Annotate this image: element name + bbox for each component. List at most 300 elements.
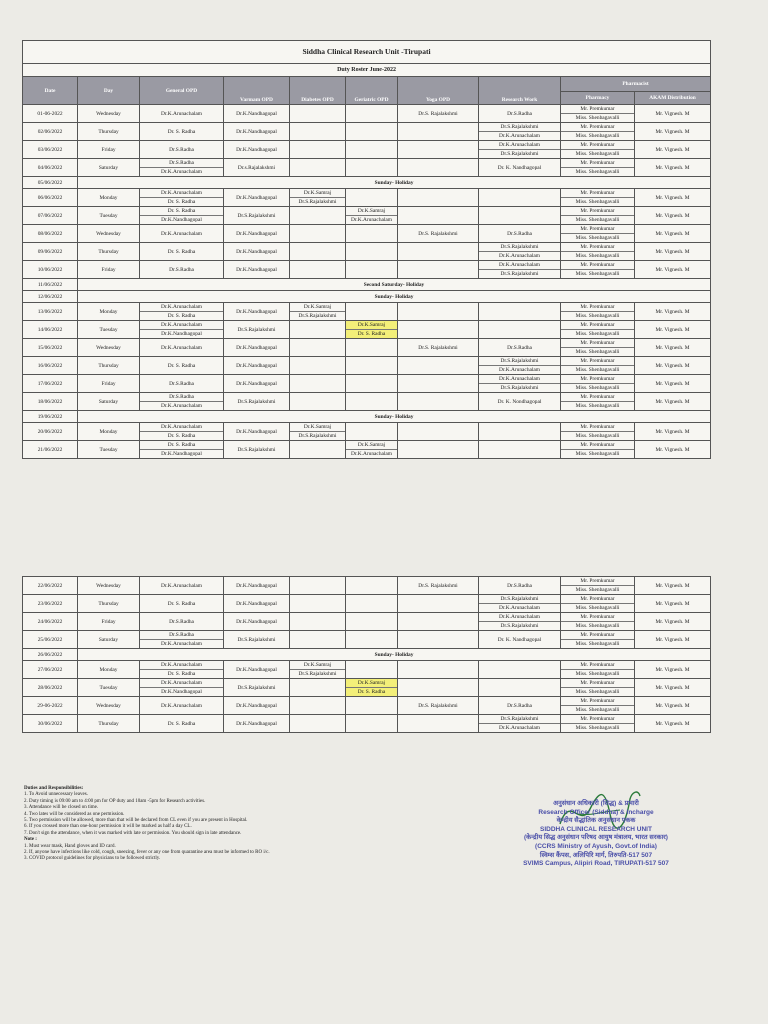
cell-akam: Mr. Vignesh. M: [635, 105, 711, 123]
cell-varmam-opd: Dr.S.Rajalakshmi: [224, 631, 290, 649]
cell-akam: Mr. Vignesh. M: [635, 159, 711, 177]
cell-date: 14/06/2022: [23, 321, 78, 339]
cell-yoga-opd: [398, 679, 479, 697]
cell-diabetes-opd: [290, 303, 346, 321]
cell-varmam-opd: Dr.S.Rajalakshmi: [224, 321, 290, 339]
cell-diabetes-opd: [290, 679, 346, 697]
cell-day: Saturday: [78, 393, 140, 411]
cell-date: 11/06/2022: [23, 279, 78, 291]
cell-date: 08/06/2022: [23, 225, 78, 243]
cell-pharmacy: [561, 321, 635, 339]
cell-day: Thursday: [78, 123, 140, 141]
cell-research-work: [479, 661, 561, 679]
cell-geriatric-opd: [346, 207, 398, 225]
table-row: [23, 577, 711, 595]
cell-pharmacy-entry: Mr. Premkumar: [580, 394, 615, 400]
cell-yoga-opd: [398, 141, 479, 159]
holiday-row: [23, 279, 711, 291]
cell-research-work-entry: Dr. K. Nandhagopal: [497, 164, 542, 171]
cell-diabetes-opd: [290, 441, 346, 459]
cell-pharmacy: [561, 141, 635, 159]
cell-diabetes-opd-entry: Dr.K.Samraj: [303, 662, 332, 668]
cell-pharmacy-entry: Miss. Shenbagavalli: [561, 431, 634, 440]
cell-akam: Mr. Vignesh. M: [635, 661, 711, 679]
cell-date: 12/06/2022: [23, 291, 78, 303]
cell-research-work-entry: Dr. K. Nandhagopal: [497, 636, 542, 643]
cell-geriatric-opd-entry: Dr. S. Radha: [346, 687, 397, 696]
cell-diabetes-opd: [290, 261, 346, 279]
cell-yoga-opd: Dr.S. Rajalakshmi: [398, 225, 479, 243]
cell-pharmacy: [561, 243, 635, 261]
holiday-label: Sunday- Holiday: [78, 177, 711, 189]
cell-geriatric-opd-entry: Dr.K.Samraj: [357, 208, 386, 214]
cell-research-work: [479, 357, 561, 375]
col-pharmacy: Pharmacy: [561, 92, 635, 105]
cell-geriatric-opd: [346, 595, 398, 613]
note-list: [24, 844, 444, 863]
cell-pharmacy-entry: Mr. Premkumar: [580, 340, 615, 346]
cell-akam: Mr. Vignesh. M: [635, 393, 711, 411]
cell-general-opd-entry: Dr. S. Radha: [167, 208, 196, 214]
cell-akam: Mr. Vignesh. M: [635, 321, 711, 339]
cell-general-opd: [140, 339, 224, 357]
cell-varmam-opd: Dr.K.Nandhagopal: [224, 339, 290, 357]
cell-pharmacy: [561, 105, 635, 123]
cell-akam: Mr. Vignesh. M: [635, 631, 711, 649]
cell-day: Friday: [78, 375, 140, 393]
cell-research-work-entry: Dr.K.Arunachalam: [479, 603, 560, 612]
table-row: [23, 159, 711, 177]
cell-geriatric-opd: [346, 321, 398, 339]
cell-day: Saturday: [78, 159, 140, 177]
cell-diabetes-opd-entry: Dr.K.Samraj: [303, 190, 332, 196]
cell-date: 10/06/2022: [23, 261, 78, 279]
cell-general-opd-entry: Dr.K.Nandhagopal: [140, 449, 223, 458]
cell-general-opd: [140, 357, 224, 375]
table-row: [23, 261, 711, 279]
cell-diabetes-opd-entry: Dr.K.Samraj: [303, 424, 332, 430]
cell-research-work: [479, 715, 561, 733]
note-item: 3. COVID protocol guidelines for physicians to be followed strictly.: [24, 856, 161, 862]
table-row: [23, 631, 711, 649]
table-row: [23, 715, 711, 733]
table-row: [23, 123, 711, 141]
roster-title: Siddha Clinical Research Unit -Tirupati: [23, 41, 711, 64]
cell-general-opd-entry: Dr.K.Nandhagopal: [140, 215, 223, 224]
cell-yoga-opd: [398, 243, 479, 261]
cell-general-opd-entry: Dr.S.Radha: [169, 160, 194, 166]
cell-akam: Mr. Vignesh. M: [635, 225, 711, 243]
cell-day: Saturday: [78, 631, 140, 649]
col-pharmacist-group: Pharmacist: [561, 77, 711, 92]
cell-pharmacy: [561, 715, 635, 733]
cell-diabetes-opd-entry: Dr.K.Samraj: [303, 304, 332, 310]
cell-diabetes-opd: [290, 189, 346, 207]
cell-akam: Mr. Vignesh. M: [635, 303, 711, 321]
notes-item: 7. Don't sign the attendance, when it was marked with late or permission. You should sign in late attendance.: [24, 830, 242, 836]
cell-day: Monday: [78, 189, 140, 207]
table-row: [23, 613, 711, 631]
cell-diabetes-opd: [290, 577, 346, 595]
col-diabetes-opd: Diabetes OPD: [290, 77, 346, 105]
cell-research-work-entry: Dr.S.Rajalakshmi: [479, 269, 560, 278]
cell-general-opd-entry: Dr.K.Arunachalam: [160, 110, 202, 117]
cell-date: 09/06/2022: [23, 243, 78, 261]
cell-pharmacy: [561, 261, 635, 279]
cell-pharmacy-entry: Miss. Shenbagavalli: [561, 365, 634, 374]
cell-pharmacy-entry: Miss. Shenbagavalli: [561, 311, 634, 320]
cell-pharmacy-entry: Miss. Shenbagavalli: [561, 603, 634, 612]
cell-general-opd-entry: Dr. S. Radha: [167, 720, 196, 727]
cell-general-opd-entry: Dr.K.Arunachalam: [160, 662, 202, 668]
cell-general-opd: [140, 303, 224, 321]
cell-research-work-entry: Dr.S.Radha: [507, 702, 532, 709]
cell-general-opd-entry: Dr. S. Radha: [167, 600, 196, 607]
cell-date: 17/06/2022: [23, 375, 78, 393]
cell-varmam-opd: Dr.K.Nandhagopal: [224, 261, 290, 279]
cell-pharmacy: [561, 159, 635, 177]
stamp-line-7: स्विम्स कैंपस, अलिपिरि मार्ग, तिरुपति-517 507: [539, 851, 653, 859]
cell-research-work-entry: Dr.S.Rajalakshmi: [500, 716, 539, 722]
cell-day: Wednesday: [78, 339, 140, 357]
cell-general-opd: [140, 679, 224, 697]
cell-day: Friday: [78, 141, 140, 159]
cell-geriatric-opd: [346, 613, 398, 631]
cell-geriatric-opd: [346, 393, 398, 411]
cell-general-opd: [140, 189, 224, 207]
cell-date: 20/06/2022: [23, 423, 78, 441]
roster-body-2: [23, 577, 711, 733]
cell-research-work-entry: Dr.S.Radha: [507, 230, 532, 237]
notes-item: 3. Attendance will be closed on time.: [24, 805, 99, 811]
cell-akam: Mr. Vignesh. M: [635, 375, 711, 393]
cell-research-work: [479, 577, 561, 595]
cell-research-work: [479, 123, 561, 141]
cell-diabetes-opd: [290, 141, 346, 159]
cell-pharmacy: [561, 631, 635, 649]
cell-date: 01-06-2022: [23, 105, 78, 123]
cell-geriatric-opd: [346, 105, 398, 123]
cell-research-work-entry: Dr.S.Rajalakshmi: [500, 244, 539, 250]
cell-date: 29-06-2022: [23, 697, 78, 715]
cell-akam: Mr. Vignesh. M: [635, 595, 711, 613]
cell-general-opd: [140, 159, 224, 177]
cell-pharmacy-entry: Mr. Premkumar: [580, 376, 615, 382]
official-stamp: [496, 800, 696, 869]
cell-general-opd-entry: Dr. S. Radha: [140, 669, 223, 678]
cell-pharmacy-entry: Miss. Shenbagavalli: [561, 383, 634, 392]
cell-general-opd-entry: Dr. S. Radha: [140, 431, 223, 440]
cell-general-opd: [140, 207, 224, 225]
cell-diabetes-opd: [290, 357, 346, 375]
notes-heading: Duties and Responsibilities:: [24, 786, 84, 791]
cell-day: Tuesday: [78, 207, 140, 225]
cell-pharmacy: [561, 661, 635, 679]
cell-research-work: [479, 375, 561, 393]
table-row: [23, 303, 711, 321]
stamp-line-6: (CCRS Ministry of Ayush, Govt.of India): [535, 842, 657, 850]
cell-pharmacy: [561, 577, 635, 595]
cell-research-work: [479, 679, 561, 697]
cell-general-opd-entry: Dr. S. Radha: [167, 442, 196, 448]
cell-day: Friday: [78, 261, 140, 279]
cell-diabetes-opd: [290, 715, 346, 733]
cell-geriatric-opd: [346, 715, 398, 733]
cell-pharmacy-entry: Mr. Premkumar: [580, 190, 615, 196]
cell-akam: Mr. Vignesh. M: [635, 715, 711, 733]
cell-akam: Mr. Vignesh. M: [635, 243, 711, 261]
stamp-line-4: SIDDHA CLINICAL RESEARCH UNIT: [540, 825, 652, 833]
cell-general-opd-entry: Dr.S.Radha: [169, 380, 194, 387]
cell-pharmacy-entry: Mr. Premkumar: [580, 698, 615, 704]
cell-general-opd-entry: Dr.K.Arunachalam: [160, 582, 202, 589]
cell-research-work-entry: Dr.K.Arunachalam: [479, 365, 560, 374]
cell-general-opd: [140, 613, 224, 631]
cell-date: 06/06/2022: [23, 189, 78, 207]
cell-research-work: [479, 189, 561, 207]
cell-date: 02/06/2022: [23, 123, 78, 141]
cell-general-opd-entry: Dr.K.Nandhagopal: [140, 329, 223, 338]
cell-pharmacy-entry: Mr. Premkumar: [580, 424, 615, 430]
cell-akam: Mr. Vignesh. M: [635, 679, 711, 697]
roster-body-1: [23, 105, 711, 459]
cell-day: Monday: [78, 423, 140, 441]
cell-yoga-opd: Dr.S. Rajalakshmi: [398, 105, 479, 123]
cell-pharmacy-entry: Miss. Shenbagavalli: [561, 113, 634, 122]
cell-yoga-opd: Dr.S. Rajalakshmi: [398, 697, 479, 715]
cell-general-opd-entry: Dr.K.Arunachalam: [160, 702, 202, 709]
cell-general-opd: [140, 105, 224, 123]
cell-diabetes-opd: [290, 697, 346, 715]
cell-yoga-opd: [398, 189, 479, 207]
cell-general-opd: [140, 441, 224, 459]
holiday-row: [23, 177, 711, 189]
cell-pharmacy: [561, 123, 635, 141]
cell-pharmacy-entry: Miss. Shenbagavalli: [561, 621, 634, 630]
cell-research-work-entry: Dr.S.Rajalakshmi: [500, 596, 539, 602]
cell-research-work-entry: Dr.K.Arunachalam: [498, 142, 540, 148]
cell-pharmacy: [561, 339, 635, 357]
cell-research-work: [479, 261, 561, 279]
cell-pharmacy-entry: Miss. Shenbagavalli: [561, 585, 634, 594]
cell-geriatric-opd: [346, 423, 398, 441]
cell-pharmacy-entry: Mr. Premkumar: [580, 208, 615, 214]
col-geriatric-opd: Geriatric OPD: [346, 77, 398, 105]
cell-varmam-opd: Dr.K.Nandhagopal: [224, 105, 290, 123]
cell-pharmacy-entry: Miss. Shenbagavalli: [561, 347, 634, 356]
table-row: [23, 189, 711, 207]
cell-akam: Mr. Vignesh. M: [635, 697, 711, 715]
cell-general-opd-entry: Dr.S.Radha: [169, 146, 194, 153]
cell-geriatric-opd: [346, 679, 398, 697]
cell-akam: Mr. Vignesh. M: [635, 123, 711, 141]
cell-geriatric-opd: [346, 339, 398, 357]
cell-geriatric-opd: [346, 661, 398, 679]
cell-pharmacy-entry: Mr. Premkumar: [580, 226, 615, 232]
cell-geriatric-opd: [346, 123, 398, 141]
cell-akam: Mr. Vignesh. M: [635, 577, 711, 595]
cell-research-work: [479, 423, 561, 441]
cell-research-work-entry: Dr.S.Rajalakshmi: [500, 124, 539, 130]
note-heading: Note :: [24, 837, 37, 843]
cell-varmam-opd: Dr.K.Nandhagopal: [224, 123, 290, 141]
cell-yoga-opd: [398, 631, 479, 649]
cell-varmam-opd: Dr.K.Nandhagopal: [224, 303, 290, 321]
cell-geriatric-opd: [346, 375, 398, 393]
cell-research-work-entry: Dr. K. Nondhagopal: [497, 398, 542, 405]
col-date: Date: [23, 77, 78, 105]
cell-general-opd-entry: Dr.S.Radha: [169, 266, 194, 273]
cell-general-opd-entry: Dr.K.Arunachalam: [160, 344, 202, 351]
cell-pharmacy: [561, 207, 635, 225]
cell-pharmacy-entry: Miss. Shenbagavalli: [561, 131, 634, 140]
cell-date: 28/06/2022: [23, 679, 78, 697]
cell-yoga-opd: [398, 595, 479, 613]
holiday-label: Second Saturday- Holiday: [78, 279, 711, 291]
roster-table-1: [22, 40, 711, 459]
cell-pharmacy-entry: Mr. Premkumar: [580, 596, 615, 602]
cell-general-opd: [140, 661, 224, 679]
cell-research-work-entry: Dr.S.Rajalakshmi: [500, 358, 539, 364]
cell-diabetes-opd: [290, 123, 346, 141]
cell-yoga-opd: [398, 357, 479, 375]
col-akam: AKAM Distribution: [635, 92, 711, 105]
cell-general-opd-entry: Dr. S. Radha: [167, 248, 196, 255]
cell-research-work-entry: Dr.K.Arunachalam: [498, 262, 540, 268]
cell-research-work: [479, 393, 561, 411]
cell-pharmacy-entry: Mr. Premkumar: [580, 716, 615, 722]
cell-yoga-opd: [398, 393, 479, 411]
cell-diabetes-opd: [290, 207, 346, 225]
cell-general-opd-entry: Dr. S. Radha: [140, 197, 223, 206]
roster-sheet-page1: [22, 40, 710, 459]
col-day: Day: [78, 77, 140, 105]
cell-general-opd: [140, 321, 224, 339]
cell-general-opd-entry: Dr.K.Arunachalam: [140, 401, 223, 410]
cell-research-work: [479, 321, 561, 339]
table-row: [23, 423, 711, 441]
cell-pharmacy: [561, 441, 635, 459]
stamp-line-5: (केन्द्रीय सिद्ध अनुसंधान परिषद आयुष मंत्रालय, भारत सरकार): [524, 834, 668, 842]
cell-yoga-opd: [398, 261, 479, 279]
holiday-row: [23, 291, 711, 303]
cell-pharmacy-entry: Mr. Premkumar: [580, 632, 615, 638]
cell-pharmacy: [561, 679, 635, 697]
col-general-opd: General OPD: [140, 77, 224, 105]
cell-research-work-entry: Dr.K.Arunachalam: [479, 131, 560, 140]
cell-diabetes-opd-entry: Dr.S.Rajalakshmi: [290, 669, 345, 678]
cell-akam: Mr. Vignesh. M: [635, 357, 711, 375]
cell-pharmacy-entry: Miss. Shenbagavalli: [561, 669, 634, 678]
stamp-line-3: केन्द्रीय सैद्धांतिक अनुसंधान एकक: [556, 817, 636, 825]
cell-research-work-entry: Dr.S.Rajalakshmi: [479, 621, 560, 630]
cell-research-work-entry: Dr.K.Arunachalam: [498, 376, 540, 382]
cell-general-opd-entry: Dr.K.Arunachalam: [160, 322, 202, 328]
cell-yoga-opd: [398, 613, 479, 631]
cell-varmam-opd: Dr.K.Nandhagopal: [224, 141, 290, 159]
cell-general-opd: [140, 595, 224, 613]
cell-akam: Mr. Vignesh. M: [635, 189, 711, 207]
table-row: [23, 393, 711, 411]
cell-day: Wednesday: [78, 697, 140, 715]
cell-general-opd: [140, 225, 224, 243]
cell-yoga-opd: [398, 423, 479, 441]
cell-diabetes-opd: [290, 321, 346, 339]
cell-pharmacy-entry: Miss. Shenbagavalli: [561, 251, 634, 260]
table-row: [23, 105, 711, 123]
cell-date: 04/06/2022: [23, 159, 78, 177]
cell-diabetes-opd: [290, 631, 346, 649]
cell-geriatric-opd-entry: Dr.K.Arunachalam: [346, 215, 397, 224]
cell-varmam-opd: Dr.K.Nandhagopal: [224, 243, 290, 261]
cell-pharmacy-entry: Mr. Premkumar: [580, 124, 615, 130]
cell-akam: Mr. Vignesh. M: [635, 613, 711, 631]
table-row: [23, 595, 711, 613]
cell-day: Friday: [78, 613, 140, 631]
stamp-line-1: अनुसंधान अधिकारी (सिद्ध) & प्रभारी: [553, 800, 639, 807]
cell-day: Wednesday: [78, 577, 140, 595]
cell-akam: Mr. Vignesh. M: [635, 423, 711, 441]
cell-geriatric-opd-entry: Dr.K.Samraj: [346, 679, 397, 687]
cell-general-opd: [140, 375, 224, 393]
cell-date: 25/06/2022: [23, 631, 78, 649]
cell-day: Thursday: [78, 595, 140, 613]
cell-research-work-entry: Dr.S.Radha: [507, 110, 532, 117]
cell-general-opd-entry: Dr.K.Arunachalam: [160, 230, 202, 237]
cell-research-work: [479, 697, 561, 715]
cell-diabetes-opd-entry: Dr.S.Rajalakshmi: [290, 311, 345, 320]
table-row: [23, 357, 711, 375]
cell-pharmacy-entry: Mr. Premkumar: [580, 304, 615, 310]
cell-geriatric-opd-entry: Dr. S. Radha: [346, 329, 397, 338]
notes-item: 6. If you crossed more than one-hour permission it will be marked as half a day CL.: [24, 824, 192, 830]
cell-pharmacy: [561, 613, 635, 631]
cell-general-opd-entry: Dr. S. Radha: [167, 362, 196, 369]
cell-yoga-opd: Dr.S. Rajalakshmi: [398, 339, 479, 357]
cell-diabetes-opd: [290, 375, 346, 393]
cell-pharmacy-entry: Mr. Premkumar: [580, 614, 615, 620]
cell-yoga-opd: [398, 715, 479, 733]
cell-pharmacy-entry: Miss. Shenbagavalli: [561, 401, 634, 410]
cell-geriatric-opd-entry: Dr.K.Samraj: [346, 321, 397, 329]
cell-yoga-opd: [398, 441, 479, 459]
col-varmam-opd: Varmam OPD: [224, 77, 290, 105]
cell-geriatric-opd: [346, 141, 398, 159]
cell-day: Thursday: [78, 715, 140, 733]
cell-day: Tuesday: [78, 321, 140, 339]
cell-pharmacy-entry: Miss. Shenbagavalli: [561, 233, 634, 242]
cell-day: Monday: [78, 661, 140, 679]
cell-geriatric-opd: [346, 261, 398, 279]
cell-varmam-opd: Dr.K.Nandhagopal: [224, 189, 290, 207]
cell-date: 23/06/2022: [23, 595, 78, 613]
cell-varmam-opd: Dr.S.Rajalakshmi: [224, 393, 290, 411]
holiday-label: Sunday- Holiday: [78, 649, 711, 661]
cell-varmam-opd: Dr.K.Nandhagopal: [224, 661, 290, 679]
table-row: [23, 243, 711, 261]
cell-varmam-opd: Dr.K.Nandhagopal: [224, 613, 290, 631]
cell-pharmacy-entry: Mr. Premkumar: [580, 442, 615, 448]
cell-pharmacy: [561, 357, 635, 375]
cell-day: Wednesday: [78, 225, 140, 243]
cell-date: 18/06/2022: [23, 393, 78, 411]
cell-geriatric-opd: [346, 225, 398, 243]
cell-pharmacy: [561, 189, 635, 207]
cell-pharmacy-entry: Miss. Shenbagavalli: [561, 687, 634, 696]
cell-akam: Mr. Vignesh. M: [635, 141, 711, 159]
cell-day: Wednesday: [78, 105, 140, 123]
cell-research-work-entry: Dr.K.Arunachalam: [498, 614, 540, 620]
